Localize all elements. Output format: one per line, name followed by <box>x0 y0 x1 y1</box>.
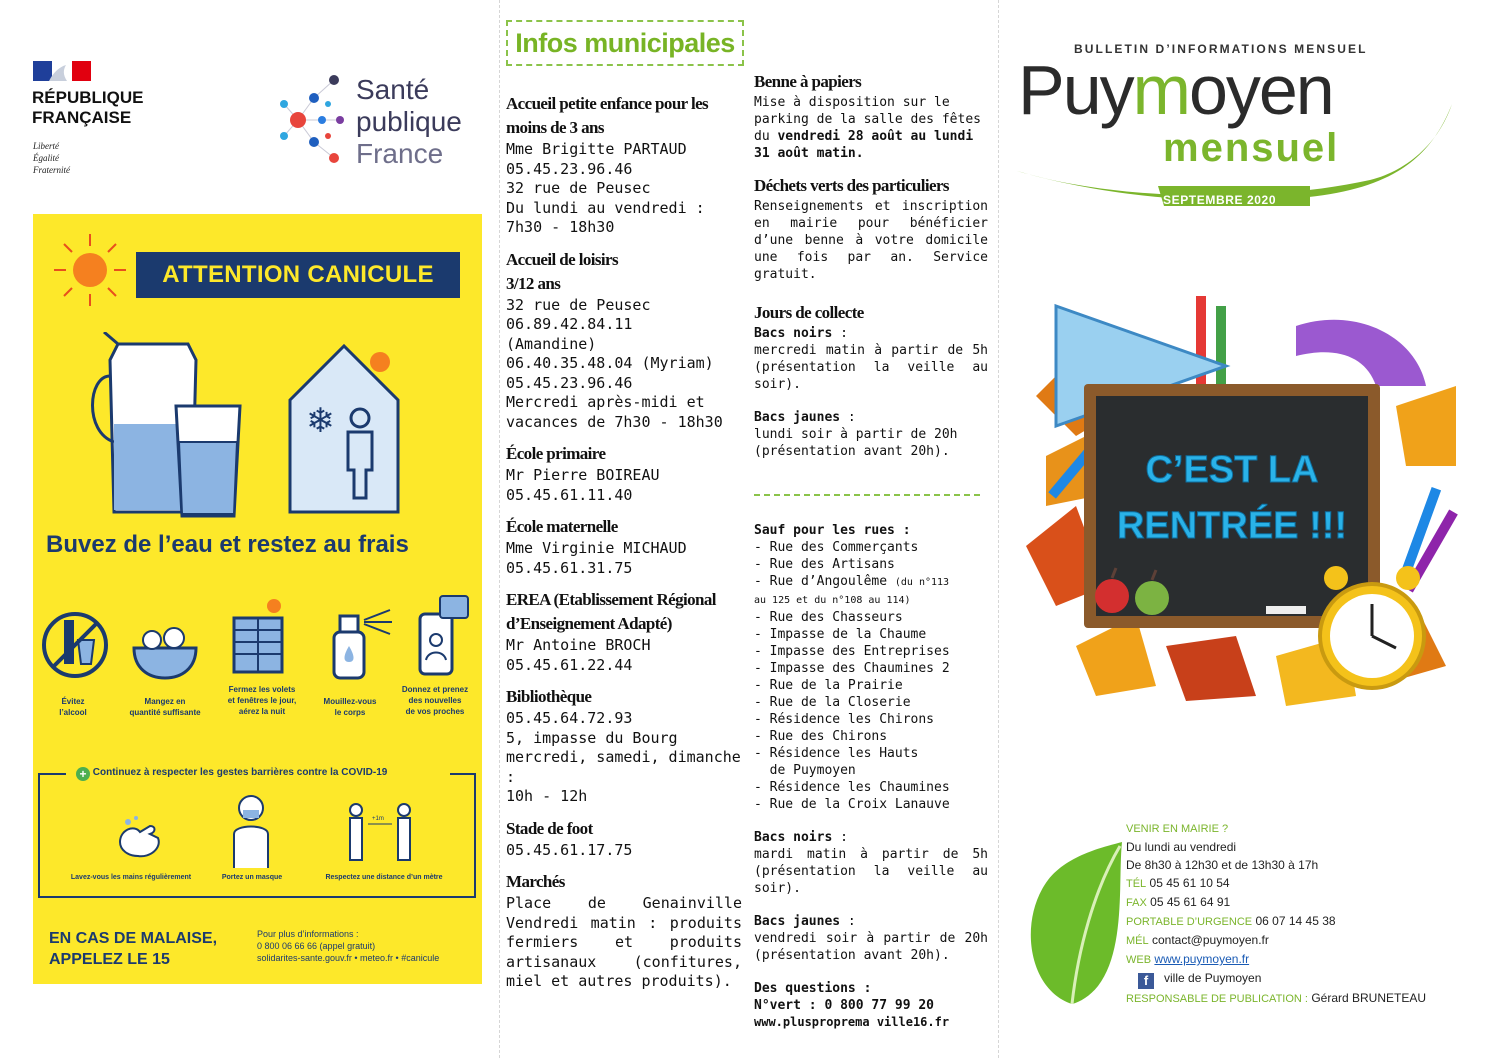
mensuel-title: mensuel <box>1163 126 1340 170</box>
dashed-separator <box>754 494 980 496</box>
republique-francaise: RÉPUBLIQUE FRANÇAISE <box>32 88 144 127</box>
food-icon <box>130 618 200 682</box>
dechets-text: Renseignements et inscription en mairie pour bénéficier d’une benne à votre domicile une fois par an. Service gratuit. <box>754 199 988 282</box>
section-text: 32 rue de Peusec 06.89.42.84.11 (Amandine) 06.40.35.48.04 (Myriam) 05.45.23.96.46 Mercredi après-midi et vacances de 7h30 - 18h30 <box>506 295 723 431</box>
bacs-noirs-2: Bacs noirs : <box>754 830 848 845</box>
covid-tip-wash: Lavez-vous les mains régulièrement <box>70 874 192 881</box>
street-item: - Rue de la Closerie <box>754 695 911 710</box>
section-text: 05.45.61.17.75 <box>506 840 633 859</box>
street-item: de Puymoyen <box>754 763 856 778</box>
poster-headline: Buvez de l’eau et restez au frais <box>46 531 409 558</box>
dechets-title: Déchets verts des particuliers <box>754 176 949 195</box>
malaise-call: EN CAS DE MALAISE, APPELEZ LE 15 <box>49 930 218 968</box>
street-item: - Rue des Commerçants <box>754 540 919 555</box>
house-icon <box>284 340 404 520</box>
numero-vert: N°vert : 0 800 77 99 20 <box>754 998 935 1013</box>
sante-publique-logo <box>272 62 354 172</box>
distance-icon <box>340 800 420 862</box>
street-item: - Résidence les Chaumines <box>754 780 950 795</box>
street-item: - Résidence les Chirons <box>754 712 935 727</box>
infos-municipales-title: Infos municipales <box>506 20 744 66</box>
contact-responsable: RESPONSABLE DE PUBLICATION : Gérard BRUNETEAU <box>1126 991 1427 1005</box>
venir-label: VENIR EN MAIRIE ? <box>1126 823 1229 835</box>
infos-column-2 <box>754 70 988 460</box>
fold-line-1 <box>499 0 500 1058</box>
puymoyen-title: Puymoyen <box>1018 51 1333 129</box>
street-item: - Impasse des Entreprises <box>754 644 950 659</box>
jours-title: Jours de collecte <box>754 303 864 322</box>
section-text: Mme Virginie MICHAUD 05.45.61.31.75 <box>506 539 687 577</box>
bacs-noirs-2-text: mardi matin à partir de 5h (présentation la veille au soir). <box>754 847 988 896</box>
infos-column-2-bottom <box>754 522 988 1031</box>
bacs-jaunes-2: Bacs jaunes : <box>754 914 856 929</box>
marianne-logo <box>33 61 91 81</box>
web-link[interactable]: www.puymoyen.fr <box>1154 952 1250 966</box>
section-heading: École primaire <box>506 444 606 463</box>
board-line-1: C’EST LA <box>1145 449 1319 491</box>
street-item: - Impasse de la Chaume <box>754 627 927 642</box>
svg-text:❄: ❄ <box>306 401 335 441</box>
bacs-noirs-text: mercredi matin à partir de 5h (présentation la veille au soir). <box>754 343 988 392</box>
fold-line-2 <box>998 0 999 1058</box>
contact-facebook: f ville de Puymoyen <box>1126 969 1426 989</box>
section-heading: Accueil petite enfance pour les moins de 3 ans <box>506 94 709 137</box>
street-item: - Rue des Artisans <box>754 557 895 572</box>
contact-hours: De 8h30 à 12h30 et de 13h30 à 17h <box>1126 858 1319 872</box>
section-text: Mr Pierre BOIREAU 05.45.61.11.40 <box>506 466 660 504</box>
section-text: Place de Genainville Vendredi matin : produits fermiers et produits artisanaux (confitures, miel et autres produits). <box>506 894 742 990</box>
section-text: 05.45.64.72.93 5, impasse du Bourg mercredi, samedi, dimanche : 10h - 12h <box>506 709 741 805</box>
covid-box-top-right <box>450 773 474 775</box>
contact-portable: PORTABLE D’URGENCE 06 07 14 45 38 <box>1126 914 1336 928</box>
canicule-banner: ATTENTION CANICULE <box>136 252 460 298</box>
sante-publique-text: Santé publique France <box>356 74 462 169</box>
questions-title: Des questions : <box>754 981 872 996</box>
section-text: Mme Brigitte PARTAUD 05.45.23.96.46 32 rue de Peusec Du lundi au vendredi : 7h30 - 18h30 <box>506 140 705 236</box>
covid-tip-mask: Portez un masque <box>221 874 283 881</box>
more-info: Pour plus d’informations : 0 800 06 66 66 (appel gratuit) solidarites-sante.gouv.fr • meteo.fr • #canicule <box>257 929 440 963</box>
contact-mel: MÉL contact@puymoyen.fr <box>1126 933 1269 947</box>
street-item: - Rue de la Prairie <box>754 678 903 693</box>
bacs-jaunes-text: lundi soir à partir de 20h (présentation avant 20h). <box>754 427 958 459</box>
mask-icon <box>226 790 276 870</box>
section-text: Mr Antoine BROCH 05.45.61.22.44 <box>506 636 651 674</box>
distance-label: +1m <box>372 816 384 822</box>
benne-title: Benne à papiers <box>754 72 862 91</box>
sauf-title: Sauf pour les rues : <box>754 523 911 538</box>
tip-alcohol: Évitez l’alcool <box>59 697 87 717</box>
tip-shutters: Fermez les volets et fenêtres le jour, aérez la nuit <box>227 685 297 716</box>
section-heading: Stade de foot <box>506 818 593 838</box>
bacs-jaunes: Bacs jaunes : <box>754 410 856 425</box>
tip-eat: Mangez en quantité suffisante <box>129 697 201 717</box>
phone-icon <box>416 594 472 680</box>
section-heading: Accueil de loisirs 3/12 ans <box>506 249 618 293</box>
section-heading: EREA (Etablissement Régional d’Enseignement Adapté) <box>506 590 716 633</box>
street-item: - Impasse des Chaumines 2 <box>754 661 950 676</box>
street-item: - Rue de la Croix Lanauve <box>754 797 950 812</box>
bacs-noirs: Bacs noirs : <box>754 326 848 341</box>
covid-box-top-left <box>38 773 66 775</box>
window-icon <box>228 596 288 676</box>
contact-block <box>1126 820 1426 1008</box>
handwash-icon <box>114 812 164 862</box>
issue-date: SEPTEMBRE 2020 <box>1163 193 1277 207</box>
sun-icon <box>52 232 128 308</box>
site-link[interactable]: www.plusproprema ville16.fr <box>754 1015 950 1029</box>
leaf-icon <box>1018 840 1126 1010</box>
tip-news: Donnez et prenez des nouvelles de vos proches <box>401 685 469 716</box>
covid-title: + Continuez à respecter les gestes barrières contre la COVID-19 <box>70 765 393 781</box>
no-alcohol-icon <box>40 610 110 680</box>
contact-days: Du lundi au vendredi <box>1126 840 1237 854</box>
street-item: - Résidence les Hauts <box>754 746 919 761</box>
bacs-jaunes-2-text: vendredi soir à partir de 20h (présentation avant 20h). <box>754 931 988 963</box>
bulletin-label: BULLETIN D’INFORMATIONS MENSUEL <box>1074 42 1368 56</box>
tip-wet: Mouillez-vous le corps <box>323 697 377 717</box>
facebook-icon[interactable]: f <box>1138 973 1154 989</box>
contact-fax: FAX 05 45 61 64 91 <box>1126 895 1231 909</box>
section-heading: Bibliothèque <box>506 687 592 706</box>
contact-web: WEB www.puymoyen.fr <box>1126 952 1250 966</box>
section-heading: École maternelle <box>506 517 618 536</box>
rentree-illustration <box>1016 286 1466 716</box>
benne-text: Mise à disposition sur le parking de la salle des fêtes du vendredi 28 août au lundi 31 août matin. <box>754 95 981 161</box>
republique-motto: Liberté Égalité Fraternité <box>33 141 70 175</box>
infos-column-1 <box>506 92 742 992</box>
contact-tel: TÉL 05 45 61 10 54 <box>1126 876 1230 890</box>
board-line-2: RENTRÉE !!! <box>1116 505 1348 547</box>
street-item: - Rue des Chirons <box>754 729 888 744</box>
street-item: - Rue d’Angoulême (du n°113 au 125 et du n°108 au 114) <box>754 574 950 606</box>
pitcher-icon <box>84 332 254 522</box>
section-heading: Marchés <box>506 872 565 891</box>
spray-icon <box>326 606 396 682</box>
covid-tip-distance: Respectez une distance d’un mètre <box>325 874 443 881</box>
clock-icon <box>1320 566 1424 688</box>
street-item: - Rue des Chasseurs <box>754 610 903 625</box>
